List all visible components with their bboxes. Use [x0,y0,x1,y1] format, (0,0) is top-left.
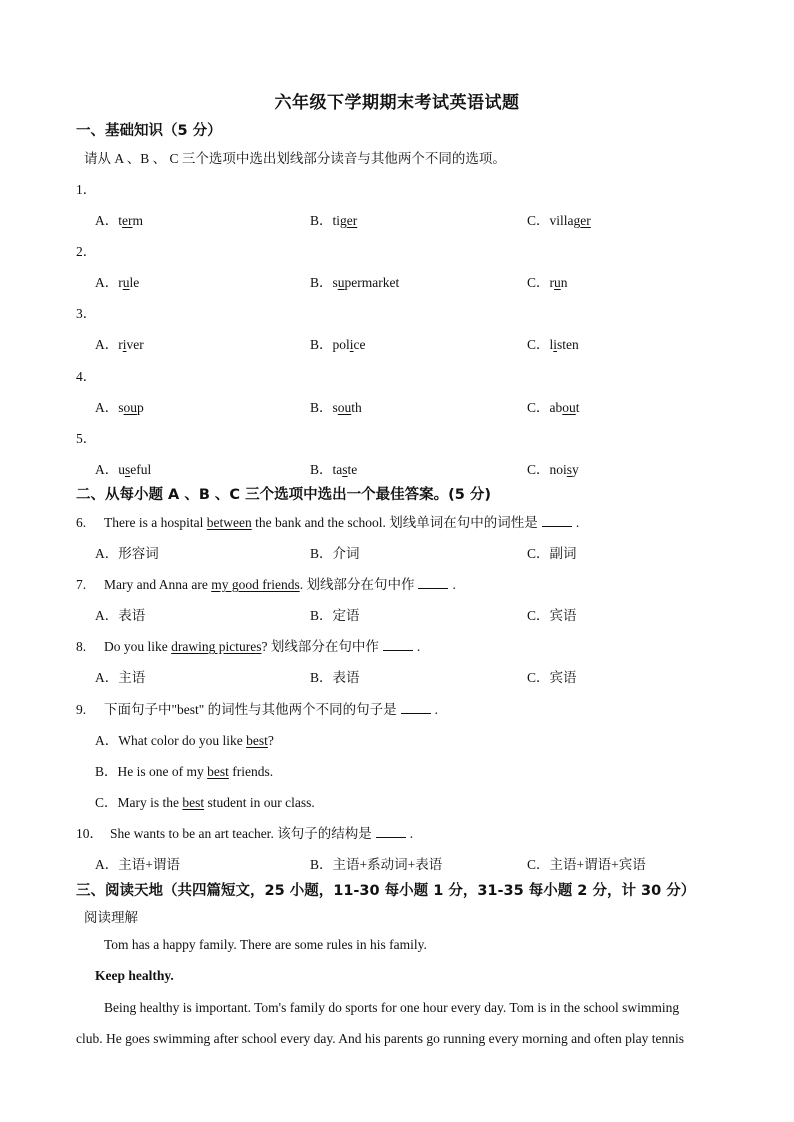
option-label: A． [95,400,119,415]
option-word-start: s [332,400,338,415]
stem-end: . [575,515,580,530]
option-word-start: t [118,213,123,228]
option-word-start: s [118,400,124,415]
option-b [310,396,362,416]
option-word-end: le [129,275,140,290]
option-a [95,458,151,478]
page-title: 六年级下学期期末考试英语试题 [274,93,520,113]
option-b [310,458,357,478]
option-text-end: ? [267,733,274,748]
option-word-end: y [572,462,579,477]
option-underlined-part: s [566,462,573,477]
option-b [310,333,366,353]
section-1-heading: 一、基础知识（5 分） [76,123,222,139]
stem-text-end: ? 划线部分在句中作 [261,639,379,654]
section-3-sub: 阅读理解 [84,910,138,925]
question-number: 9. [76,702,87,717]
option-word-end: sten [557,337,579,352]
stem-end: . [434,702,439,717]
stem-underlined-part: between [206,515,252,530]
stem-end: . [452,577,456,592]
option-label: C． [527,275,550,290]
option-c [527,271,568,291]
option-word-start: tig [332,213,347,228]
option-label: C． [527,400,550,415]
section-3-heading: 三、阅读天地（共四篇短文，25 小题，11-30 每小题 1 分，31-35 每小题 2 分，计 30 分） [76,883,696,899]
option-word-start: r [118,337,123,352]
option-a: A．主语 [95,670,146,685]
option-c: C．主语+谓语+宾语 [527,857,646,872]
reading-subhead: Keep healthy. [95,968,174,983]
option-word-start: s [332,275,338,290]
answer-blank [542,516,572,527]
option-b [310,209,357,229]
option-a [95,271,139,291]
option-label: C． [527,462,550,477]
question-stem [76,635,420,655]
option-word-start: villag [549,213,581,228]
option-label: B． [310,337,333,352]
stem-text-start: Mary and Anna are [104,577,212,592]
option-a: A．形容词 [95,546,159,561]
option-word-start: l [549,337,554,352]
reading-line-2: club. He goes swimming after school every day. And his parents go running every morning and often play tennis [76,1031,684,1046]
question-number: 2． [76,244,97,259]
option-label: B． [95,764,118,779]
option-underlined-part: s [342,462,348,477]
option-label: C． [95,795,118,810]
option-label: A． [95,213,119,228]
option-word-end: te [347,462,358,477]
stem-underlined-part: my good friends [211,577,300,592]
option-label: A． [95,733,119,748]
option-c: C．副词 [527,546,577,561]
option-b: B．表语 [310,670,360,685]
question-stem [76,698,438,718]
option-label: C． [527,213,550,228]
question-number: 4． [76,369,97,384]
option-c [527,333,579,353]
reading-intro: Tom has a happy family. There are some rules in his family. [104,937,427,952]
answer-blank [401,703,431,714]
option-a [95,729,274,749]
stem-text-end: . 划线部分在句中作 [299,577,415,592]
option-underlined-part: ou [337,400,352,415]
option-underlined-part: i [122,337,127,352]
stem-end: . [416,639,421,654]
option-a: A．主语+谓语 [95,857,180,872]
option-word-end: m [132,213,144,228]
stem-text-end: the bank and the school. 划线单词在句中的词性是 [251,515,538,530]
option-word-end: eful [130,462,152,477]
option-underlined-part: er [122,213,133,228]
option-underlined-part: u [337,275,345,290]
option-text-start: What color do you like [118,733,247,748]
question-stem [76,822,413,842]
option-label: A． [95,275,119,290]
option-word-start: ta [332,462,343,477]
answer-blank [383,640,413,651]
option-label: B． [310,275,333,290]
option-label: A． [95,462,119,477]
option-a: A．表语 [95,608,146,623]
option-word-end: t [575,400,580,415]
option-label: C． [527,337,550,352]
option-c [527,209,591,229]
option-c [527,458,579,478]
option-underlined-part: ou [123,400,138,415]
option-underlined-part: ou [562,400,576,415]
option-c: C．宾语 [527,670,577,685]
option-underlined-part: i [349,337,354,352]
option-b [95,760,273,780]
stem-text-start: 下面句子中"best" 的词性与其他两个不同的句子是 [104,702,397,717]
option-b: B．主语+系动词+表语 [310,857,443,872]
stem-text-start: She wants to be an art teacher. 该句子的结构是 [110,826,372,841]
stem-end: . [409,826,414,841]
question-number: 10． [76,826,103,841]
stem-text-start: There is a hospital [104,515,207,530]
answer-blank [376,827,406,838]
option-a [95,209,143,229]
question-stem [76,573,456,593]
option-c [95,791,315,811]
option-underlined-part: u [554,275,561,290]
option-text-end: friends. [228,764,274,779]
option-underlined-part: best [246,733,268,748]
option-text-start: He is one of my [117,764,208,779]
option-underlined-part: best [182,795,205,810]
answer-blank [418,578,448,589]
option-word-start: noi [549,462,567,477]
option-underlined-part: i [553,337,558,352]
stem-text-start: Do you like [104,639,172,654]
option-underlined-part: er [580,213,591,228]
option-word-end: n [560,275,568,290]
option-word-start: r [549,275,555,290]
option-word-end: permarket [344,275,400,290]
question-number: 7. [76,577,87,592]
option-word-end: th [351,400,362,415]
section-2-heading: 二、从每小题 A 、B 、C 三个选项中选出一个最佳答案。(5 分) [76,487,491,503]
option-c: C．宾语 [527,608,577,623]
option-a [95,396,144,416]
option-word-end: ce [353,337,366,352]
option-text-end: student in our class. [204,795,315,810]
question-number: 8. [76,639,87,654]
section-1-instruction: 请从 A 、B 、 C 三个选项中选出划线部分读音与其他两个不同的选项。 [84,151,506,166]
question-number: 1． [76,182,97,197]
question-number: 5． [76,431,97,446]
reading-line-1: Being healthy is important. Tom's family do sports for one hour every day. Tom is in the school swimming [104,1000,680,1015]
stem-underlined-part: drawing pictures [171,639,262,654]
option-label: B． [310,462,333,477]
option-label: A． [95,337,119,352]
option-underlined-part: best [207,764,229,779]
option-underlined-part: er [346,213,358,228]
option-text-start: Mary is the [117,795,183,810]
option-word-start: u [118,462,125,477]
option-label: B． [310,213,333,228]
option-word-start: ab [549,400,563,415]
option-word-end: p [137,400,144,415]
option-word-end: ver [126,337,144,352]
option-b: B．介词 [310,546,360,561]
option-label: B． [310,400,333,415]
option-b: B．定语 [310,608,360,623]
option-underlined-part: u [122,275,130,290]
option-word-start: pol [332,337,350,352]
question-stem [76,511,579,531]
option-underlined-part: s [125,462,131,477]
question-number: 3． [76,306,97,321]
question-number: 6. [76,515,87,530]
option-word-start: r [118,275,123,290]
option-c [527,396,580,416]
option-a [95,333,144,353]
option-b [310,271,399,291]
